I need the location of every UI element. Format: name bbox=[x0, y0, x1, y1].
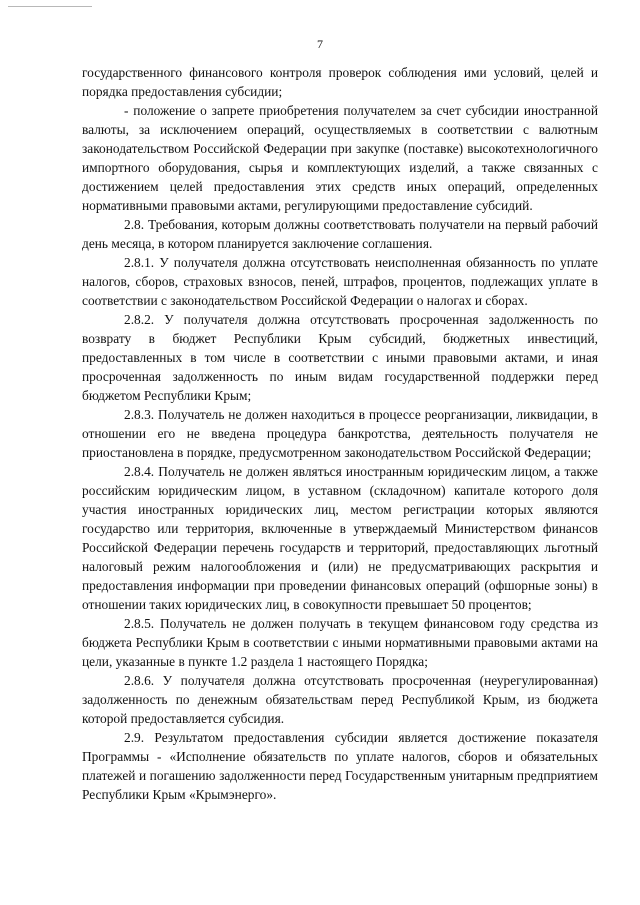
paragraph: 2.8.6. У получателя должна отсутствовать просроченная (неурегулированная) задолженность по денежным обязательствам перед Республикой Крым, из бюджета которой предоставляется субсидия. bbox=[82, 673, 598, 726]
paragraph: 2.8.1. У получателя должна отсутствовать неисполненная обязанность по уплате налогов, сборов, страховых взносов, пеней, штрафов, процентов, подлежащих уплате в соответствии с законодательством Российской Федерации о налогах и сборах. bbox=[82, 255, 598, 308]
paragraph: 2.8.2. У получателя должна отсутствовать просроченная задолженность по возврату в бюджет Республики Крым субсидий, бюджетных инвестиций, предоставленных в том числе в соответствии с иными правовыми актами, и иная просроченная задолженность по иным видам государственной поддержки перед бюджетом Республики Крым; bbox=[82, 312, 598, 403]
top-rule bbox=[8, 6, 92, 7]
paragraph: - положение о запрете приобретения получателем за счет субсидии иностранной валюты, за исключением операций, осуществляемых в соответствии с валютным законодательством Российской Федерации при закупке (поставке) высокотехнологичного импортного оборудования, сырья и комплектующих изделий, а также связанных с достижением целей предоставления этих средств иных операций, определенных нормативными правовыми актами, регулирующими предоставление субсидий. bbox=[82, 103, 598, 213]
paragraph: 2.8.3. Получатель не должен находиться в процессе реорганизации, ликвидации, в отношении его не введена процедура банкротства, деятельность получателя не приостановлена в порядке, предусмотренном законодательством Российской Федерации; bbox=[82, 407, 598, 460]
paragraph: государственного финансового контроля проверок соблюдения ими условий, целей и порядка предоставления субсидии; bbox=[82, 65, 598, 99]
paragraph: 2.9. Результатом предоставления субсидии является достижение показателя Программы - «Исполнение обязательств по уплате налогов, сборов и обязательных платежей и погашению задолженности перед Государственным унитарным предприятием Республики Крым «Крымэнерго». bbox=[82, 730, 598, 802]
paragraph: 2.8. Требования, которым должны соответствовать получатели на первый рабочий день месяца, в котором планируется заключение соглашения. bbox=[82, 217, 598, 251]
paragraph: 2.8.5. Получатель не должен получать в текущем финансовом году средства из бюджета Республики Крым в соответствии с иными нормативными правовыми актами на цели, указанные в пункте 1.2 раздела 1 настоящего Порядка; bbox=[82, 616, 598, 669]
body-text bbox=[82, 63, 598, 804]
page-number: 7 bbox=[317, 37, 323, 51]
paragraph: 2.8.4. Получатель не должен являться иностранным юридическим лицом, а также российским юридическим лицом, в уставном (складочном) капитале которого доля участия иностранных юридических лиц, местом регистрации которых являются государство или территория, включенные в утверждаемый Министерством финансов Российской Федерации перечень государств и территорий, предоставляющих льготный налоговый режим налогообложения и (или) не предусматривающих раскрытия и предоставления информации при проведении финансовых операций (офшорные зоны) в отношении таких юридических лиц, в совокупности превышает 50 процентов; bbox=[82, 464, 598, 612]
